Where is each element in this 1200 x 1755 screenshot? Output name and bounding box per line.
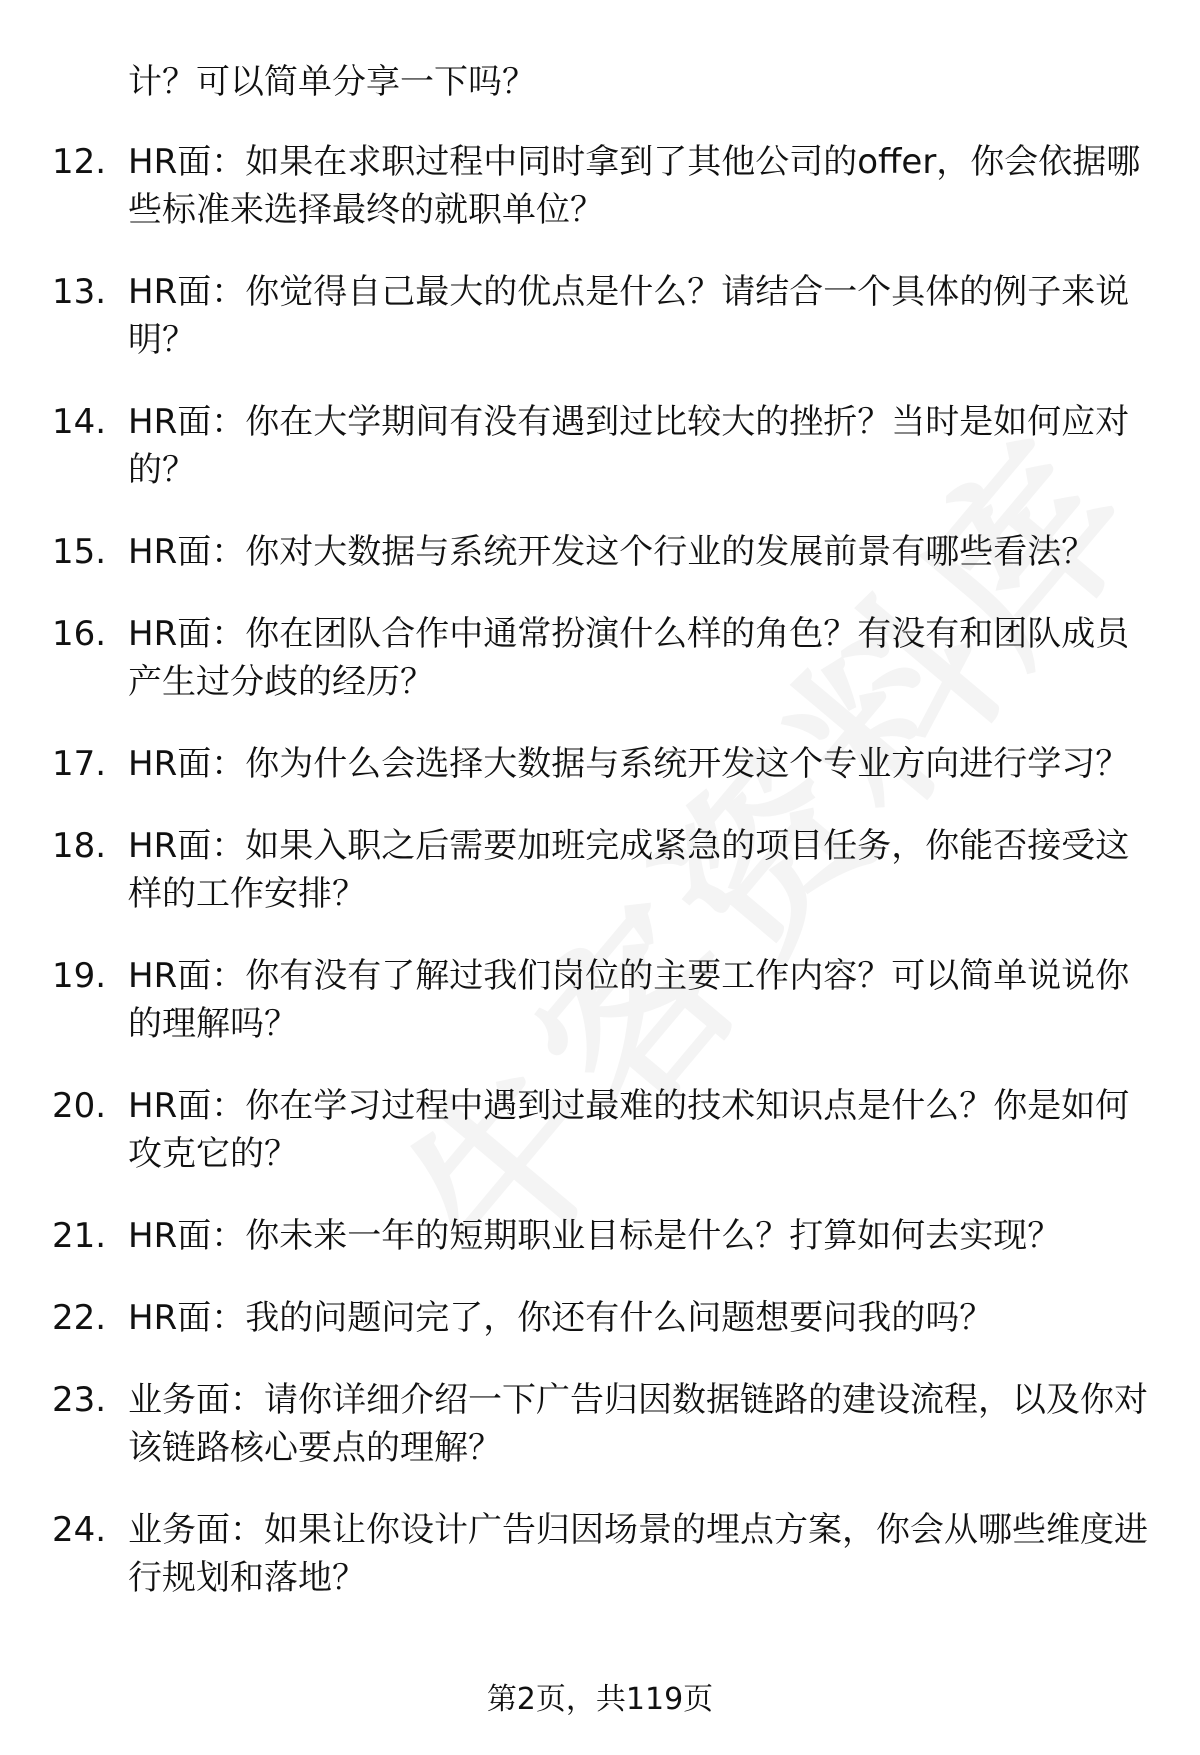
question-number: 18. xyxy=(52,826,107,866)
question-number: 17. xyxy=(52,744,107,784)
question-number: 13. xyxy=(52,272,107,312)
list-item xyxy=(0,1506,1200,1602)
list-item xyxy=(0,1376,1200,1472)
question-number: 15. xyxy=(52,532,107,572)
question-text: HR面：你觉得自己最大的优点是什么？请结合一个具体的例子来说明？ xyxy=(128,272,1130,360)
question-text: HR面：你对大数据与系统开发这个行业的发展前景有哪些看法？ xyxy=(128,532,1096,572)
question-text: HR面：如果在求职过程中同时拿到了其他公司的offer，你会依据哪些标准来选择最终的就职单位？ xyxy=(128,142,1141,230)
continued-question-text: 计？可以简单分享一下吗？ xyxy=(128,62,536,102)
question-text: HR面：你在团队合作中通常扮演什么样的角色？有没有和团队成员产生过分歧的经历？ xyxy=(128,614,1130,702)
list-item xyxy=(0,740,1200,788)
question-text: HR面：你未来一年的短期职业目标是什么？打算如何去实现？ xyxy=(128,1216,1062,1256)
list-item xyxy=(0,1294,1200,1342)
list-item xyxy=(0,952,1200,1048)
list-item xyxy=(0,610,1200,706)
question-number: 24. xyxy=(52,1510,107,1550)
question-number: 19. xyxy=(52,956,107,996)
question-text: HR面：你为什么会选择大数据与系统开发这个专业方向进行学习？ xyxy=(128,744,1130,784)
list-item xyxy=(0,138,1200,234)
page-footer: 第2页，共119页 xyxy=(486,1682,714,1717)
question-number: 21. xyxy=(52,1216,107,1256)
list-item xyxy=(0,822,1200,918)
question-text: 业务面：如果让你设计广告归因场景的埋点方案，你会从哪些维度进行规划和落地？ xyxy=(128,1510,1148,1598)
list-item xyxy=(0,268,1200,364)
question-text: HR面：你有没有了解过我们岗位的主要工作内容？可以简单说说你的理解吗？ xyxy=(128,956,1130,1044)
question-list xyxy=(0,138,1200,1636)
question-number: 22. xyxy=(52,1298,107,1338)
question-number: 14. xyxy=(52,402,107,442)
question-text: 业务面：请你详细介绍一下广告归因数据链路的建设流程，以及你对该链路核心要点的理解？ xyxy=(128,1380,1148,1468)
list-item xyxy=(0,398,1200,494)
list-item xyxy=(0,1082,1200,1178)
question-text: HR面：你在大学期间有没有遇到过比较大的挫折？当时是如何应对的？ xyxy=(128,402,1130,490)
question-text: HR面：你在学习过程中遇到过最难的技术知识点是什么？你是如何攻克它的？ xyxy=(128,1086,1130,1174)
question-number: 20. xyxy=(52,1086,107,1126)
question-number: 12. xyxy=(52,142,107,182)
list-item xyxy=(0,528,1200,576)
question-text: HR面：我的问题问完了，你还有什么问题想要问我的吗？ xyxy=(128,1298,994,1338)
question-number: 16. xyxy=(52,614,107,654)
list-item xyxy=(0,1212,1200,1260)
question-text: HR面：如果入职之后需要加班完成紧急的项目任务，你能否接受这样的工作安排？ xyxy=(128,826,1130,914)
question-number: 23. xyxy=(52,1380,107,1420)
